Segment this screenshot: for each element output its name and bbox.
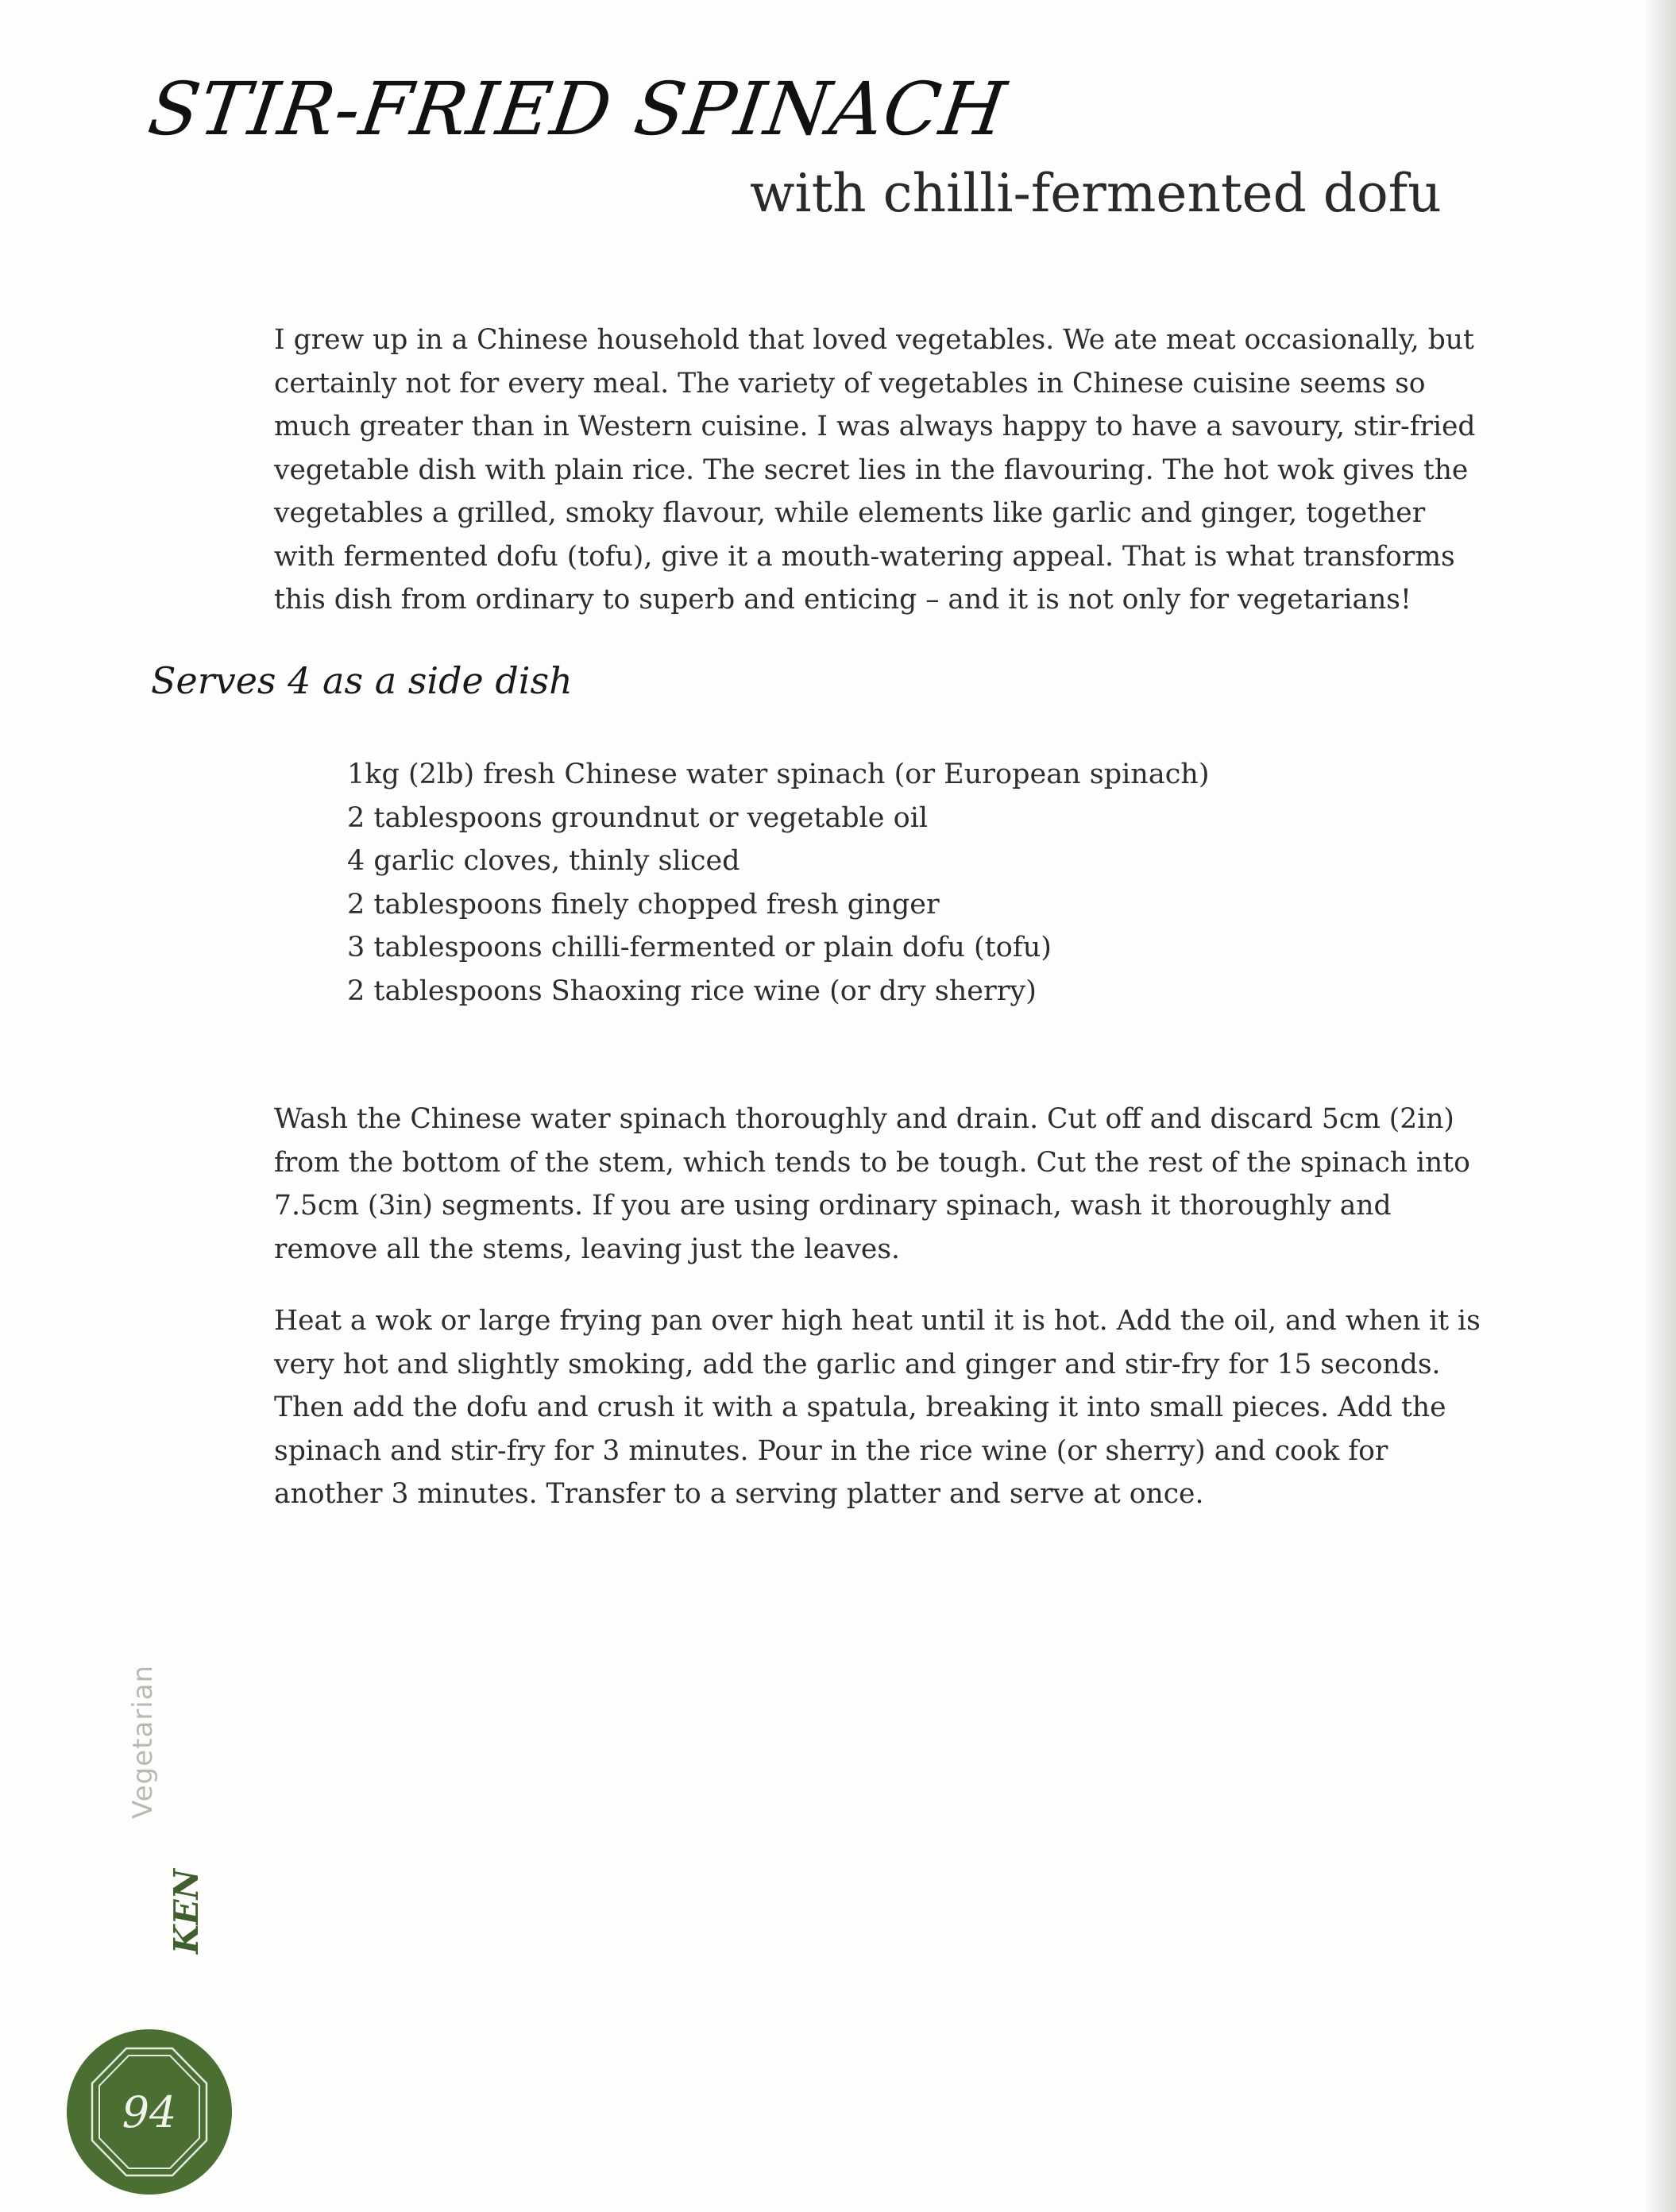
page-number: 94 [122, 2087, 177, 2137]
ingredient-item: 2 tablespoons groundnut or vegetable oil [347, 801, 929, 834]
ingredient-item: 2 tablespoons Shaoxing rice wine (or dry sherry) [347, 975, 1037, 1007]
author-label: KEN [167, 1869, 206, 1954]
ingredient-list [347, 753, 1210, 1013]
method-step-1: Wash the Chinese water spinach thoroughly and drain. Cut off and discard 5cm (2in) from the bottom of the stem, which tends to be tough. Cut the rest of the spinach into 7.5cm (3in) segments. If you are using ordinary spinach, wash it thoroughly and remove all the stems, leaving just the leaves. [274, 1103, 1470, 1265]
ingredient-item: 4 garlic cloves, thinly sliced [347, 845, 740, 877]
page-number-badge [65, 2028, 234, 2196]
ingredient-item: 1kg (2lb) fresh Chinese water spinach (or European spinach) [347, 759, 1210, 790]
recipe-subtitle: with chilli-fermented dofu [750, 163, 1442, 224]
intro-paragraph: I grew up in a Chinese household that loved vegetables. We ate meat occasionally, but certainly not for every meal. The variety of vegetables in Chinese cuisine seems so much greater than in Western cuisine. I was always happy to have a savoury, stir-fried vegetable dish with plain rice. The secret lies in the flavouring. The hot wok gives the vegetables a grilled, smoky flavour, while elements like garlic and ginger, together with fermented dofu (tofu), give it a mouth-watering appeal. That is what transforms this dish from ordinary to superb and enticing – and it is not only for vegetarians! [274, 324, 1476, 616]
section-label: Vegetarian [127, 1664, 159, 1819]
serves-heading: Serves 4 as a side dish [151, 659, 573, 702]
ingredient-item: 3 tablespoons chilli-fermented or plain dofu (tofu) [347, 932, 1052, 963]
page-edge-shadow [1644, 0, 1676, 2212]
recipe-title: STIR-FRIED SPINACH [143, 67, 1012, 152]
method-step-2: Heat a wok or large frying pan over high heat until it is hot. Add the oil, and when it is very hot and slightly smoking, add the garlic and ginger and stir-fry for 15 seconds. Then add the dofu and crush it with a spatula, breaking it into small pieces. Add the spinach and stir-fry for 3 minutes. Pour in the rice wine (or sherry) and cook for another 3 minutes. Transfer to a serving platter and serve at once. [274, 1305, 1481, 1510]
ingredient-item: 2 tablespoons finely chopped fresh ginger [347, 888, 940, 921]
